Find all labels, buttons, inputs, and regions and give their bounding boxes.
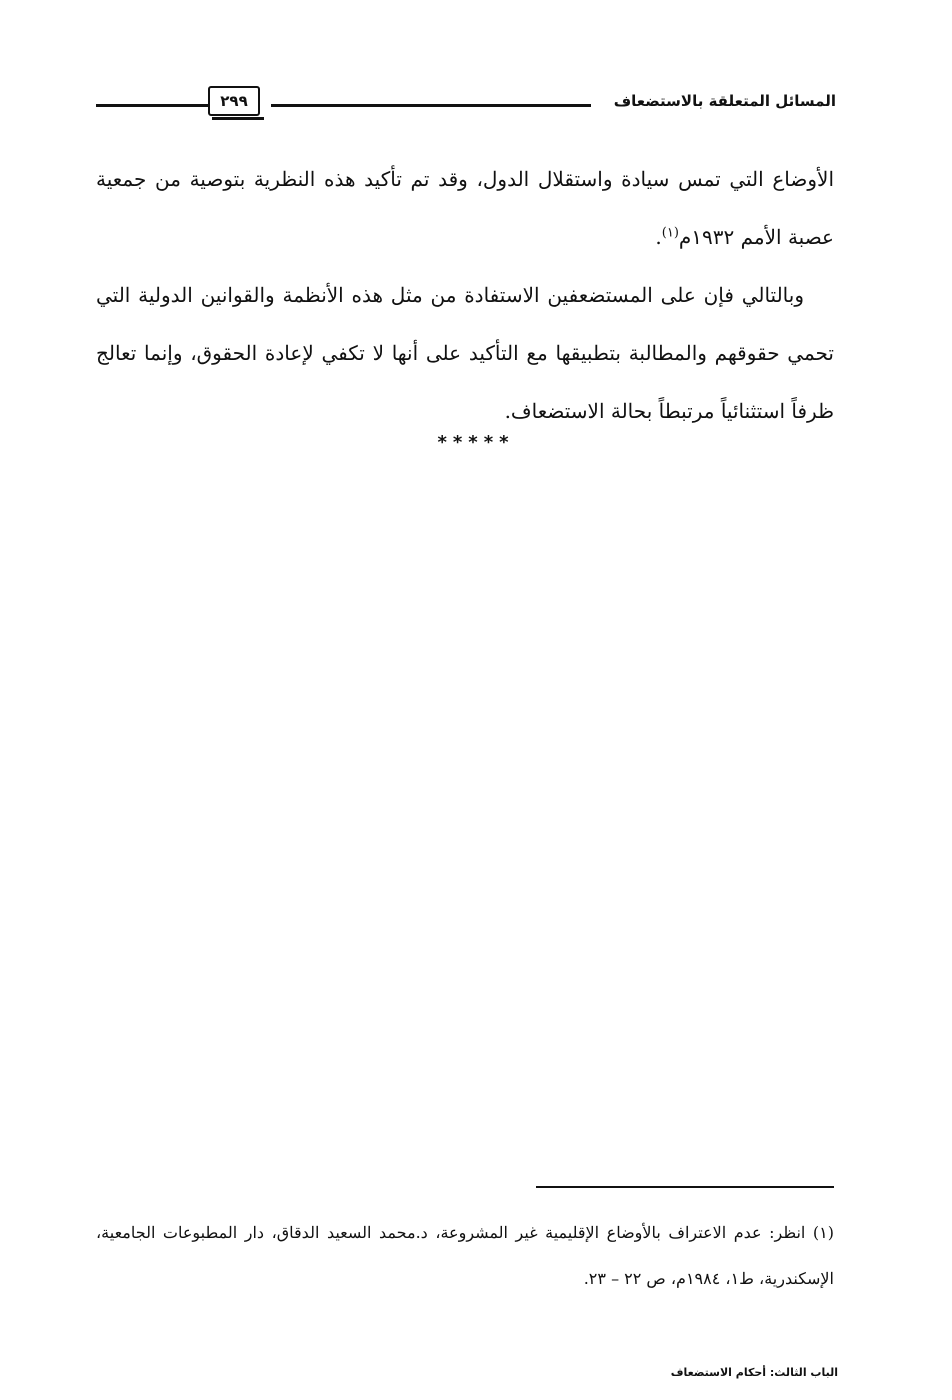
footnotes [96,1210,834,1302]
body-text [96,150,834,440]
footnote-rule [536,1186,834,1188]
page-number: ٢٩٩ [220,92,248,110]
paragraph-1-end: . [655,225,662,249]
header-rule-left [96,104,208,107]
paragraph-1-text: الأوضاع التي تمس سيادة واستقلال الدول، وقد تم تأكيد هذه النظرية بتوصية من جمعية عصبة الأمم ١٩٣٢م [96,167,834,249]
header-rule-right [271,104,591,107]
footnote-1: (١) انظر: عدم الاعتراف بالأوضاع الإقليمية غير المشروعة، د.محمد السعيد الدقاق، دار المطبوعات الجامعية، الإسكندرية، ط١، ١٩٨٤م، ص ٢٢ – ٢٣. [96,1223,834,1288]
page-number-box [208,86,260,116]
header-title: المسائل المتعلقة بالاستضعاف [613,92,836,110]
paragraph-1 [96,150,834,266]
section-separator: ***** [437,432,515,453]
running-header [96,86,836,126]
footnote-reference: (١) [661,225,679,241]
paragraph-2: وبالتالي فإن على المستضعفين الاستفادة من مثل هذه الأنظمة والقوانين الدولية التي تحمي حقوقهم والمطالبة بتطبيقها مع التأكيد على أنها لا تكفي لإعادة الحقوق، وإنما تعالج ظرفاً استثنائياً مرتبطاً بحالة الاستضعاف. [96,283,834,423]
running-footer: الباب الثالث: أحكام الاستضعاف [670,1366,838,1379]
